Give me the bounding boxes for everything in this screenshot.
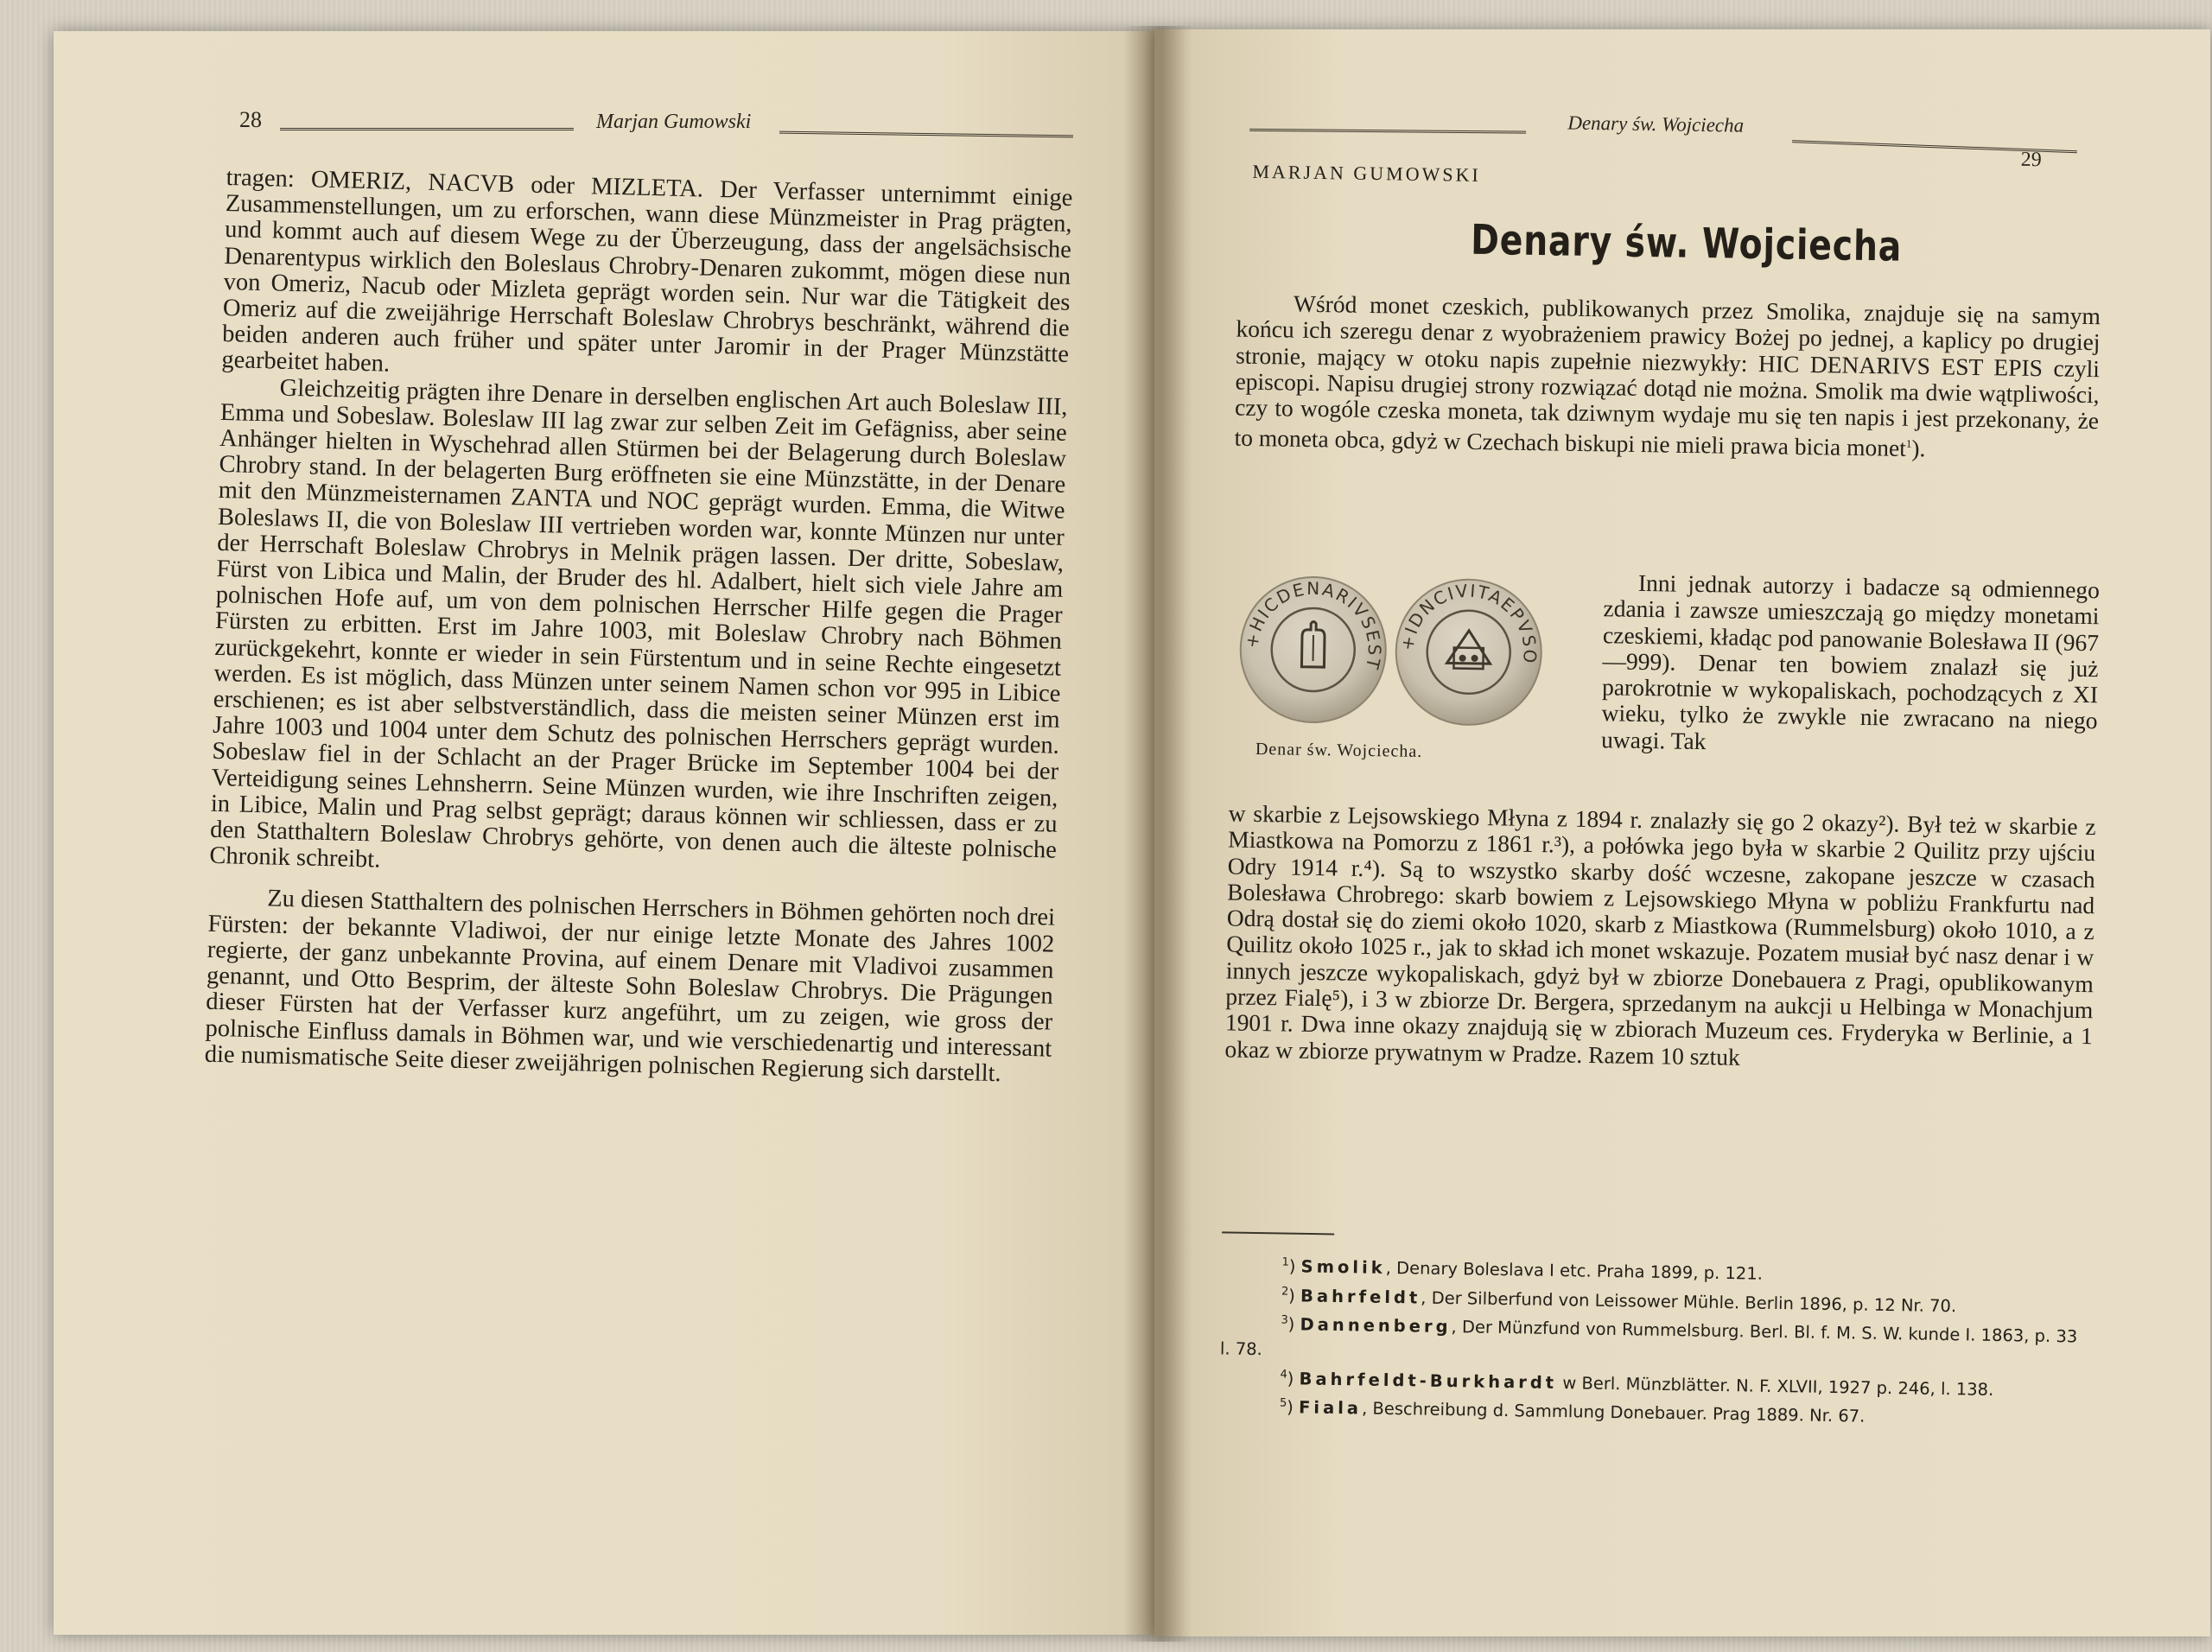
footnote-4: $^4$) Bahrfeldt-Burkhardt w Berl. Münzblätter. N. F. XLVII, 1927 p. 246, l. 138. bbox=[1280, 1367, 1994, 1400]
right-intro-text bbox=[1234, 290, 2101, 466]
right-full-paragraph: w skarbie z Lejsowskiego Młyna z 1894 r. znalazły się go 2 okazy²). Był też w skarbie z Miastkowa na Pomorzu z 1861 r.³), a połówka jego była w skarbie 2 Quilitz przy ujściu Odry 1914 r.⁴). Są to wszystko skarby dość wczesne, zakopane jeszcze w czasach Bolesława Chrobrego: skarb bowiem z Lejsowskiego Młyna w pobliżu Frankfurtu nad Odrą dostał się do ziemi około 1020, skarb z Miastkowa (Rummelsburg) około 1010, a z Quilitz około 1025 r., jak to skład ich monet wskazuje. Pozatem musiał być nasz denar i w innych jeszcze wykopaliskach, gdyż był w zbiorze Donebauera z Pragi, opublikowanym przez Fialę⁵), i 3 w zbiorze Dr. Bergera, sprzedanym na aukcji u Helbinga w Monachjum 1901 r. Dwa inne okazy znajdują się w zbiorach Muzeum ces. Fryderyka w Berlinie, a 1 okaz w zbiorze prywatnym w Pradze. Razem 10 sztuk bbox=[1224, 799, 2096, 1071]
coin-caption: Denar św. Wojciecha. bbox=[1255, 739, 1423, 761]
article-title: Denary św. Wojciecha bbox=[1470, 215, 1903, 271]
right-header-rule-left bbox=[1249, 129, 1526, 134]
right-full-text bbox=[1224, 800, 2096, 1076]
right-running-head: Denary św. Wojciecha bbox=[1567, 111, 1745, 137]
svg-text:+IDNCIVITAEPVSO: +IDNCIVITAEPVSO bbox=[1396, 580, 1541, 666]
right-intro-paragraph: Wśród monet czeskich, publikowanych przez Smolika, znajduje się na samym końcu ich szeregu denar z wyobrażeniem prawicy Bożej po jednej, a kaplicy po drugiej stronie, mający w otoku napis zupełnie niezwykły: HIC DENARIVS EST EPIS czyli episcopi. Napisu drugiej strony rozwiązać dotąd nie można. Smolik ma dwie wątpliwości, czy to wogóle czeska moneta, tak dziwnym wydaje mu się ten napis i jest przekonany, że to moneta obca, gdyż w Czechach biskupi nie mieli prawa bicia monet$^1$). bbox=[1234, 289, 2101, 462]
footnote-2: $^2$) Bahrfeldt, Der Silberfund von Leissower Mühle. Berlin 1896, p. 12 Nr. 70. bbox=[1281, 1284, 1957, 1316]
left-paragraph-1: tragen: OMERIZ, NACVB oder MIZLETA. Der Verfasser unternimmt einige Zusammenstellungen, um zu erforschen, wann diese Münzmeister in Prag prägten, und kommt auch auf diesem Wege zu der Überzeugung, dass der angelsächsische Denarentypus wirklich den Boleslaus Chrobry-Denaren zukommt, mögen diese nun von Omeriz, Nacub oder Mizleta geprägt worden sein. Nur war die Tätigkeit des Omeriz auf die zweijährige Herrschaft Boleslaw Chrobrys beschränkt, während die beiden anderen auch früher und später unter Jaromir in der Prager Münzstätte gearbeitet haben. bbox=[221, 164, 1073, 378]
article-author: MARJAN GUMOWSKI bbox=[1252, 160, 1482, 186]
coin-illustration bbox=[1230, 557, 1554, 744]
left-page bbox=[54, 31, 1158, 1635]
left-paragraph-2: Gleichzeitig prägten ihre Denare in derselben englischen Art auch Boleslaw III, Emma und Sobeslaw. Boleslaw III lag zwar zur selben Zeit im Gefägniss, aber seine Anhänger hielten in Wyschehrad allen Stürmen bei der Belagerung durch Boleslaw Chrobry stand. In der belagerten Burg eröffneten sie eine Münzstätte, in der Denare mit den Münzmeisternamen ZANTA und NOC geprägt wurden. Emma, die Witwe Boleslaws II, die von Boleslaw III vertrieben worden war, konnte Münzen nur unter der Herrschaft Boleslaw Chrobrys in Melnik prägen lassen. Der dritte, Sobeslaw, Fürst von Libica und Malin, der Bruder des hl. Adalbert, hielt sich viele Jahre am polnischen Hofe auf, um von dem polnischen Herrscher Hilfe gegen die Prager Fürsten zu erbitten. Erst im Jahre 1003, mit Boleslaw Chrobry nach Böhmen zurückgekehrt, konnte er wieder in sein Fürstentum und in seine Rechte eingesetzt werden. Es ist möglich, dass Münzen unter seinem Namen schon vor 995 in Libice erschienen; es ist aber selbstverständlich, dass die meisten seiner Münzen erst im Jahre 1003 und 1004 unter dem Schutz des polnischen Herrschers geprägt wurden. Sobeslaw fiel in der Schlacht an der Prager Brücke im September 1004 bei der Verteidigung seines Lehnsherrn. Seine Münzen wurden, wie ihre Inschriften zeigen, in Libice, Malin und Prag selbst geprägt; daraus können wir schliessen, dass er zu den Statthaltern Boleslaw Chrobrys gehörte, von denen auch die älteste polnische Chronik schreibt. bbox=[209, 374, 1068, 874]
left-header-rule-left bbox=[280, 128, 574, 130]
right-page bbox=[1154, 29, 2210, 1636]
footnote-rule bbox=[1222, 1231, 1334, 1235]
right-wrap-paragraph: Inni jednak autorzy i badacze są odmiennego zdania i zawsze umieszczają go między monetami czeskiemi, kładąc pod panowanie Bolesława II (967—999). Denar ten bowiem znalazł się już parokrotnie w wykopaliskach, pochodzących z XI wieku, tylko że zwykle nie zwracano na niego uwagi. Tak bbox=[1600, 569, 2101, 754]
left-header-rule-right bbox=[779, 131, 1073, 138]
footnote-3: $^3$) Dannenberg, Der Münzfund von Rummelsburg. Berl. Bl. f. M. S. W. kunde I. 1863, p. 33 l. 78. bbox=[1219, 1313, 2078, 1359]
right-page-number: 29 bbox=[2020, 148, 2042, 172]
right-wrap-text bbox=[1601, 569, 2100, 760]
svg-text:+HICDENARIVSEST: +HICDENARIVSEST bbox=[1241, 577, 1385, 673]
coin-reverse-icon bbox=[1395, 578, 1542, 726]
footnote-5: $^5$) Fiala, Beschreibung d. Sammlung Donebauer. Prag 1889. Nr. 67. bbox=[1279, 1396, 1866, 1426]
book-gutter bbox=[1123, 26, 1192, 1642]
left-page-number: 28 bbox=[239, 107, 262, 132]
left-running-head: Marjan Gumowski bbox=[596, 111, 752, 133]
footnotes bbox=[1219, 1249, 2089, 1432]
left-paragraph-3: Zu diesen Statthaltern des polnischen Herrschers in Böhmen gehörten noch drei Fürsten: der bekannte Vladiwoi, der nur einige letzte Monate des Jahres 1002 regierte, der ganz unbekannte Provina, auf einem Denare mit Vladivoi zusammen genannt, und Otto Besprim, der älteste Sohn Boleslaw Chrobrys. Die Prägungen dieser Fürsten hat der Verfasser kurz angeführt, um zu zeigen, wie gross der polnische Einfluss damals in Böhmen war, und wie verschiedenartig und interessant die numismatische Seite dieser zweijährigen polnischen Regierung sich darstellt. bbox=[204, 885, 1056, 1087]
coin-figure bbox=[1229, 557, 1554, 804]
left-body-text bbox=[204, 165, 1072, 1089]
footnote-1: $^1$) Smolik, Denary Boleslava I etc. Praha 1899, p. 121. bbox=[1281, 1255, 1764, 1284]
coin-obverse-icon bbox=[1239, 576, 1387, 724]
